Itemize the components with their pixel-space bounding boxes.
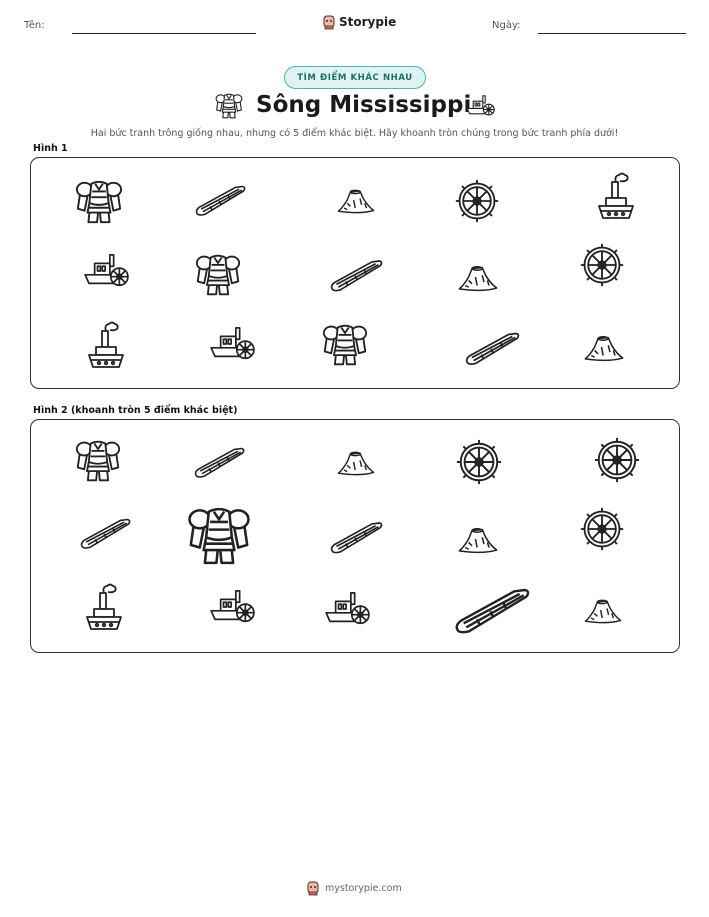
canoe-icon [464, 326, 522, 370]
volcano-icon [455, 260, 501, 294]
steamboat-icon[interactable] [84, 583, 124, 633]
steamboat-icon [595, 172, 637, 222]
armor-icon [214, 92, 244, 124]
canoe-icon[interactable] [329, 516, 385, 558]
brand-name: Storypie [339, 15, 397, 29]
volcano-icon [579, 330, 629, 364]
instructions: Hai bức tranh trông giống nhau, nhưng có 5 điểm khác biệt. Hãy khoanh tròn chúng trong bức tranh phía dưới! [90, 128, 619, 139]
date-line[interactable] [538, 33, 686, 34]
picture-1-label: Hình 1 [33, 143, 68, 154]
armor-icon [321, 322, 369, 368]
brand-logo [322, 14, 396, 30]
storypie-mascot-icon [322, 14, 336, 30]
volcano-icon[interactable] [579, 594, 627, 626]
tugboat-icon [466, 94, 496, 122]
volcano-icon[interactable] [333, 446, 379, 478]
paddle-wheel-icon [579, 242, 625, 288]
picture-1-panel [30, 157, 680, 389]
canoe-icon [329, 254, 385, 296]
tugboat-icon[interactable] [324, 590, 372, 628]
date-label: Ngày: [492, 20, 521, 31]
steamboat-icon [86, 321, 126, 371]
armor-icon [194, 252, 242, 298]
canoe-icon[interactable] [453, 580, 533, 640]
picture-2-label: Hình 2 (khoanh tròn 5 điểm khác biệt) [33, 405, 238, 416]
volcano-icon[interactable] [455, 522, 501, 556]
volcano-icon [333, 184, 379, 216]
page-title: Sông Mississippi [256, 92, 472, 118]
armor-icon[interactable] [74, 438, 122, 484]
tugboat-icon[interactable] [209, 588, 257, 626]
tugboat-icon [83, 252, 131, 290]
tugboat-icon [209, 325, 257, 363]
storypie-mascot-icon [306, 880, 320, 896]
canoe-icon [194, 180, 248, 220]
picture-2-panel [30, 419, 680, 653]
paddle-wheel-icon[interactable] [593, 436, 641, 484]
activity-badge: TÌM ĐIỂM KHÁC NHAU [284, 66, 426, 89]
footer-url[interactable]: mystorypie.com [325, 882, 402, 894]
footer [306, 880, 402, 896]
armor-icon[interactable] [185, 504, 253, 568]
paddle-wheel-icon[interactable] [579, 506, 625, 552]
armor-icon [74, 178, 124, 226]
paddle-wheel-icon [454, 178, 500, 224]
paddle-wheel-icon[interactable] [455, 438, 503, 486]
name-label: Tên: [24, 20, 45, 31]
name-line[interactable] [72, 33, 256, 34]
canoe-icon[interactable] [79, 512, 133, 554]
canoe-icon[interactable] [193, 441, 247, 483]
